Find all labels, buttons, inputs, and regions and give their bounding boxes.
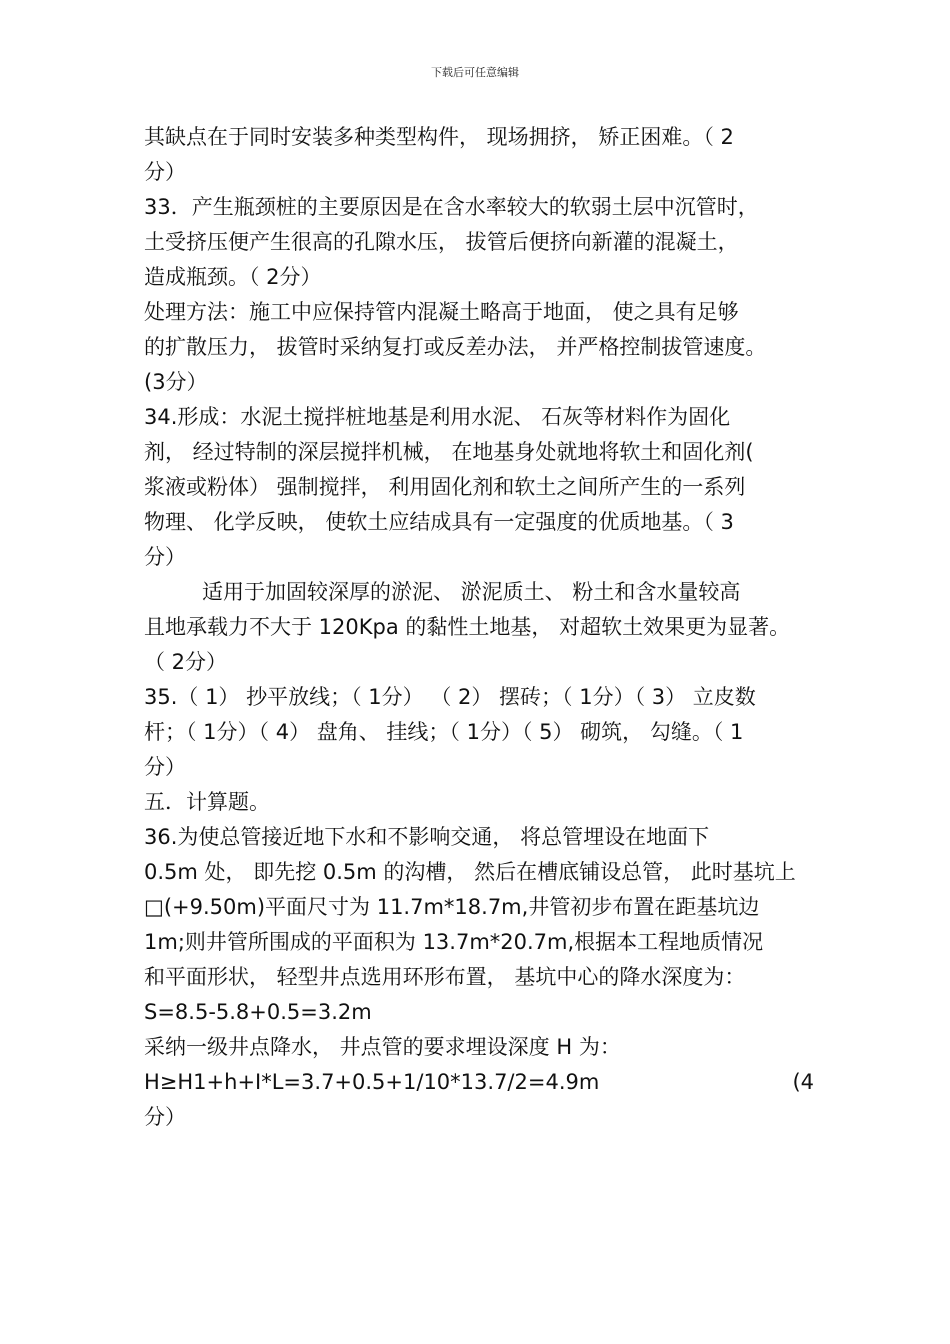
text-line: 土受挤压便产生很高的孔隙水压， 拔管后便挤向新灌的混凝土， — [144, 230, 739, 254]
text-line: □(+9.50m)平面尺寸为 11.7m*18.7m,井管初步布置在距基坑边 — [144, 895, 760, 919]
text-line: (3分） — [144, 370, 208, 394]
text-line: 剂， 经过特制的深层搅拌机械， 在地基身处就地将软土和固化剂( — [144, 440, 754, 464]
text-line: 1m;则井管所围成的平面积为 13.7m*20.7m,根据本工程地质情况 — [144, 930, 764, 954]
text-line: 分） — [144, 1105, 186, 1129]
formula-line: S=8.5-5.8+0.5=3.2m — [144, 1000, 372, 1024]
page-header: 下载后可任意编辑 — [431, 66, 519, 79]
text-line: 浆液或粉体） 强制搅拌， 利用固化剂和软土之间所产生的一系列 — [144, 475, 746, 499]
text-line: 35.（ 1） 抄平放线；（ 1分） （ 2） 摆砖；（ 1分）（ 3） 立皮数 — [144, 685, 756, 709]
text-line: 和平面形状， 轻型井点选用环形布置， 基坑中心的降水深度为： — [144, 965, 746, 989]
text-line: （ 2分） — [144, 650, 228, 674]
text-line: 造成瓶颈。（ 2分） — [144, 265, 322, 289]
formula-text: H≥H1+h+I*L=3.7+0.5+1/10*13.7/2=4.9m — [144, 1070, 600, 1094]
text-line: 分） — [144, 755, 186, 779]
text-line: 分） — [144, 545, 186, 569]
text-line: 采纳一级井点降水， 井点管的要求埋设深度 H 为： — [144, 1035, 621, 1059]
document-body — [144, 120, 814, 1135]
text-line: 物理、 化学反映， 使软土应结成具有一定强度的优质地基。（ 3 — [144, 510, 734, 534]
text-line: 33．产生瓶颈桩的主要原因是在含水率较大的软弱土层中沉管时， — [144, 195, 759, 219]
formula-line-with-score — [144, 1065, 814, 1100]
text-line: 36.为使总管接近地下水和不影响交通， 将总管埋设在地面下 — [144, 825, 710, 849]
text-line: 34.形成：水泥土搅拌桩地基是利用水泥、 石灰等材料作为固化 — [144, 405, 731, 429]
text-line-indented: 适用于加固较深厚的淤泥、 淤泥质土、 粉土和含水量较高 — [202, 580, 741, 604]
text-line: 0.5m 处， 即先挖 0.5m 的沟槽， 然后在槽底铺设总管， 此时基坑上 — [144, 860, 796, 884]
text-line: 的扩散压力， 拔管时采纳复打或反差办法， 并严格控制拔管速度。 — [144, 335, 767, 359]
text-line: 处理方法：施工中应保持管内混凝土略高于地面， 使之具有足够 — [144, 300, 739, 324]
text-line: 且地承载力不大于 120Kpa 的黏性土地基， 对超软土效果更为显著。 — [144, 615, 791, 639]
score-text: (4 — [792, 1070, 814, 1094]
text-line: 杆；（ 1分）（ 4） 盘角、 挂线；（ 1分）（ 5） 砌筑， 勾缝。（ 1 — [144, 720, 744, 744]
section-heading: 五．计算题。 — [144, 790, 270, 814]
text-line: 其缺点在于同时安装多种类型构件， 现场拥挤， 矫正困难。（ 2 — [144, 125, 734, 149]
text-line: 分） — [144, 160, 186, 184]
